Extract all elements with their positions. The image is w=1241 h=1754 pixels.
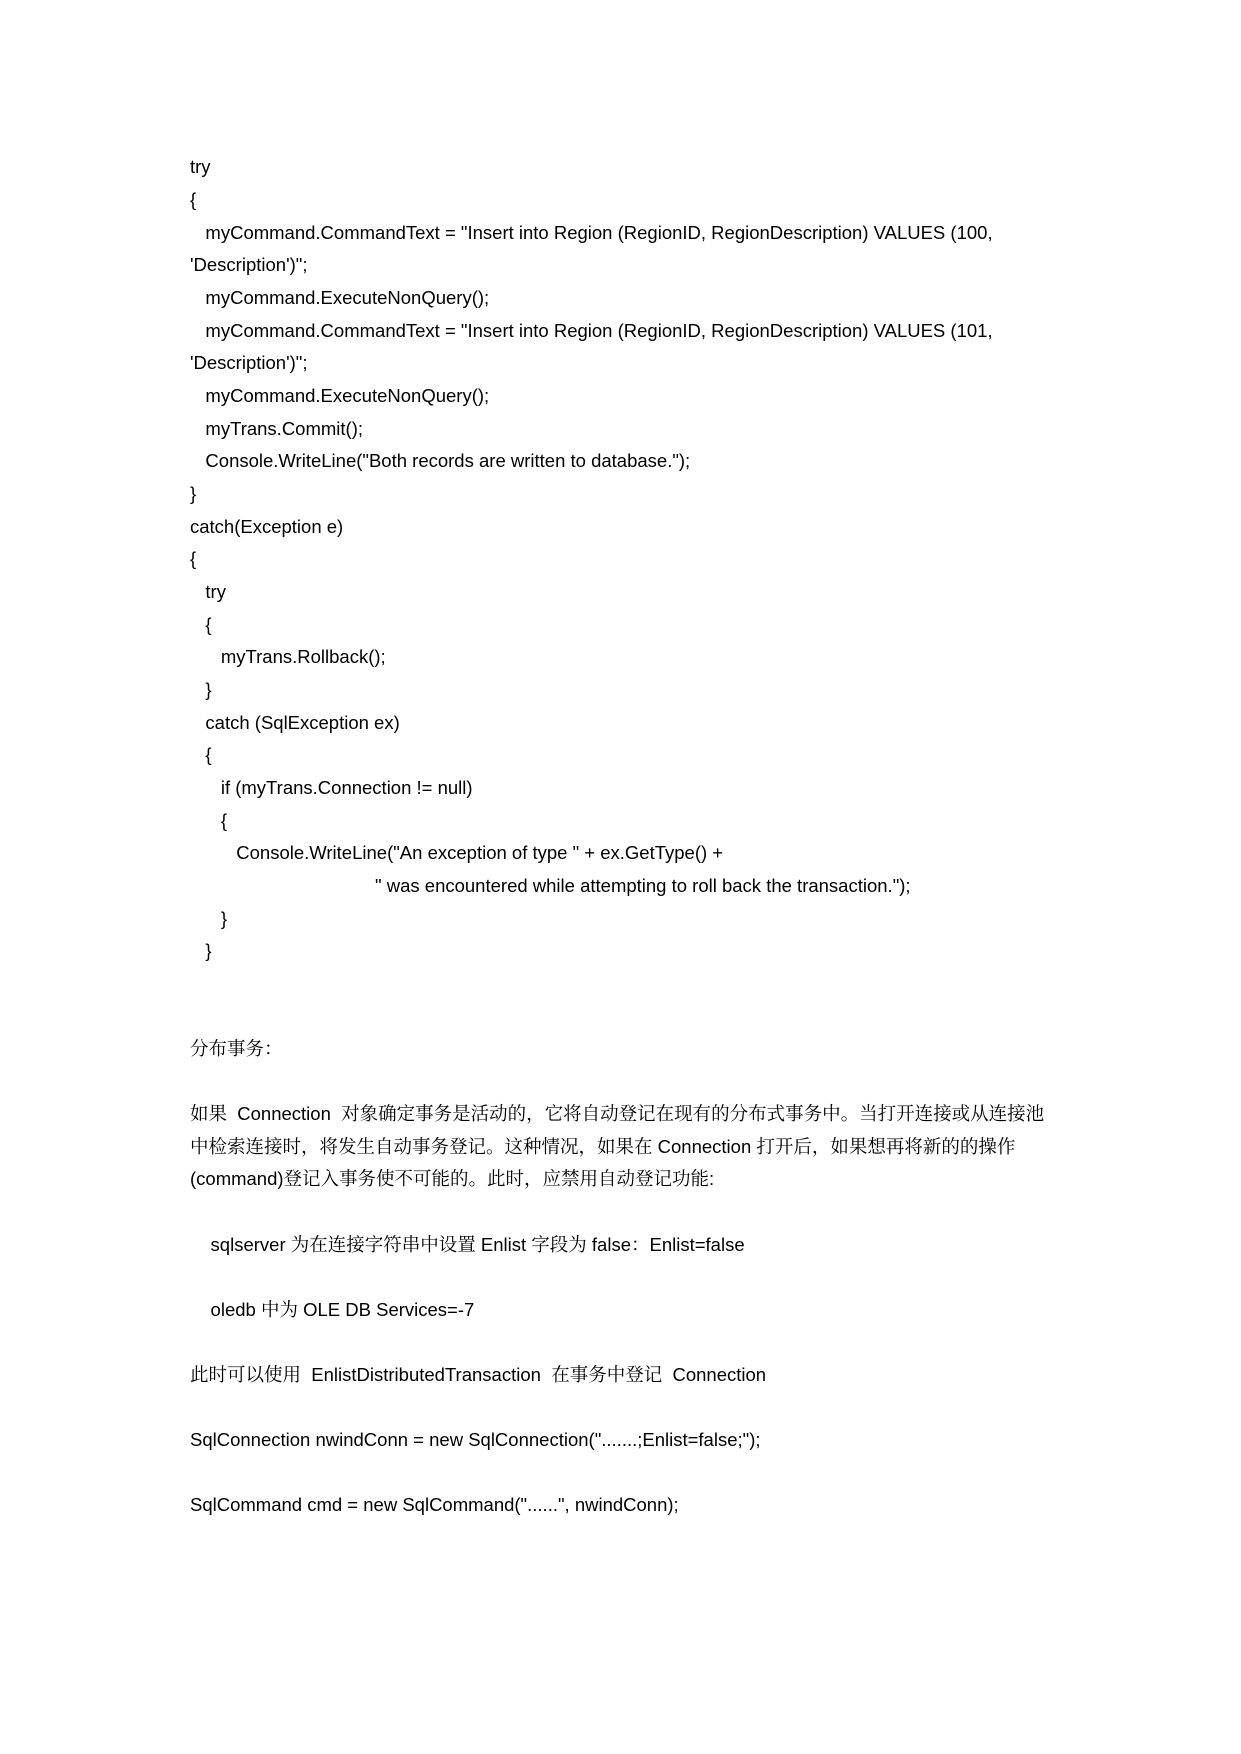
paragraph-line: (command)登记入事务使不可能的。此时，应禁用自动登记功能: — [190, 1168, 715, 1189]
code-line: { — [190, 810, 228, 831]
code-line: { — [190, 614, 212, 635]
code-line: { — [190, 744, 212, 765]
code-line: try — [190, 581, 226, 602]
code-connection-line: SqlConnection nwindConn = new SqlConnection(".......;Enlist=false;"); — [190, 1429, 761, 1450]
enlist-note: 此时可以使用 EnlistDistributedTransaction 在事务中登记 Connection — [190, 1364, 767, 1385]
code-line: { — [190, 189, 197, 210]
code-line: { — [190, 548, 197, 569]
code-line: Console.WriteLine("Both records are written to database."); — [190, 450, 691, 471]
code-line: " was encountered while attempting to roll back the transaction."); — [190, 875, 911, 896]
code-line: myCommand.ExecuteNonQuery(); — [190, 287, 490, 308]
code-line: } — [190, 483, 197, 504]
code-line: myTrans.Rollback(); — [190, 646, 386, 667]
code-line: } — [190, 940, 212, 961]
code-line: catch(Exception e) — [190, 516, 344, 537]
code-line: catch (SqlException ex) — [190, 712, 400, 733]
sqlserver-setting: sqlserver 为在连接字符串中设置 Enlist 字段为 false：Enlist=false — [190, 1234, 745, 1255]
code-line: 'Description')"; — [190, 254, 308, 275]
code-command-line: SqlCommand cmd = new SqlCommand("......", nwindConn); — [190, 1494, 679, 1515]
code-line: 'Description')"; — [190, 352, 308, 373]
code-line: Console.WriteLine("An exception of type " + ex.GetType() + — [190, 842, 724, 863]
code-line: myTrans.Commit(); — [190, 418, 364, 439]
code-line: myCommand.CommandText = "Insert into Region (RegionID, RegionDescription) VALUES (101, — [190, 320, 993, 341]
oledb-setting: oledb 中为 OLE DB Services=-7 — [190, 1299, 475, 1320]
code-line: } — [190, 908, 228, 929]
code-line: if (myTrans.Connection != null) — [190, 777, 473, 798]
code-line: try — [190, 156, 211, 177]
paragraph-line: 中检索连接时，将发生自动事务登记。这种情况，如果在 Connection 打开后，如果想再将新的的操作 — [190, 1136, 1016, 1157]
paragraph-line: 如果 Connection 对象确定事务是活动的，它将自动登记在现有的分布式事务中。当打开连接或从连接池 — [190, 1103, 1045, 1124]
section-heading: 分布事务： — [190, 1038, 283, 1059]
code-line: } — [190, 679, 212, 700]
code-line: myCommand.ExecuteNonQuery(); — [190, 385, 490, 406]
code-line: myCommand.CommandText = "Insert into Region (RegionID, RegionDescription) VALUES (100, — [190, 222, 993, 243]
